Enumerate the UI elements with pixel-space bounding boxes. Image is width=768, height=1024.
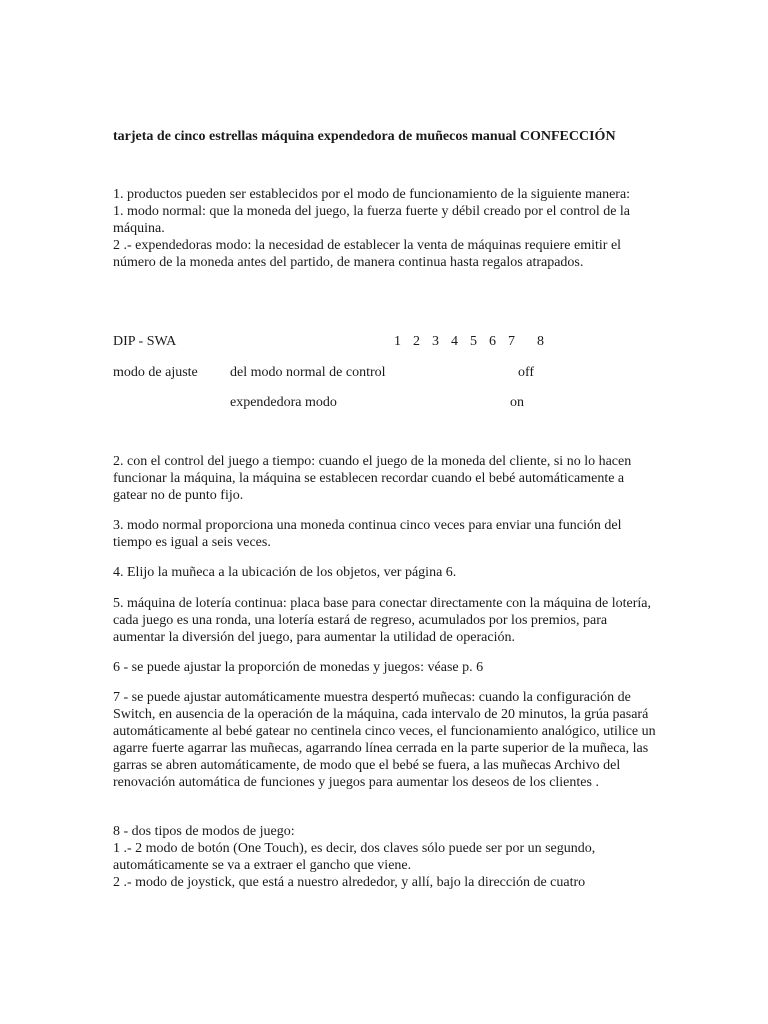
dip-switch-header — [113, 333, 673, 350]
paragraph-7-text: 7 - se puede ajustar automáticamente muestra despertó muñecas: cuando la configuración de Switch, en ausencia de la operación de la máquina, cada intervalo de 20 minutos, la grúa pasará automáticamente al bebé gatear no centinela cinco veces, el funcionamiento analógico, utilice un agarre fuerte agarrar las muñecas, agarrando línea cerrada en la parte superior de la muñeca, las garras se abren automáticamente, de modo que el bebé se fuera, a las muñecas Archivo del renovación automática de funciones y juegos para aumentar los deseos de los clientes . — [113, 690, 656, 790]
dip-row-normal — [113, 364, 673, 381]
dip-row-1-value: off — [518, 365, 535, 380]
section-8-intro: 8 - dos tipos de modos de juego: — [113, 824, 295, 839]
section-8-item-1: 1 .- 2 modo de botón (One Touch), es decir, dos claves sólo puede ser por un segundo, automáticamente se va a extraer el gancho que viene. — [113, 841, 596, 873]
section-1-item-1: 1. modo normal: que la moneda del juego, la fuerza fuerte y débil creado por el control de la máquina. — [113, 204, 631, 236]
dip-number-4: 4 — [451, 334, 458, 349]
paragraph-4-text: 4. Elijo la muñeca a la ubicación de los objetos, ver página 6. — [113, 565, 457, 580]
dip-number-3: 3 — [432, 334, 439, 349]
dip-row-vending — [113, 394, 673, 411]
paragraph-6 — [113, 659, 661, 676]
paragraph-6-text: 6 - se puede ajustar la proporción de monedas y juegos: véase p. 6 — [113, 660, 484, 675]
section-8-item-2: 2 .- modo de joystick, que está a nuestro alrededor, y allí, bajo la dirección de cuatro — [113, 875, 586, 890]
paragraph-5-text: 5. máquina de lotería continua: placa base para conectar directamente con la máquina de lotería, cada juego es una ronda, una lotería estará de regreso, acumulados por los premios, para aumentar la diversión del juego, para aumentar la utilidad de operación. — [113, 596, 651, 645]
paragraph-2 — [113, 453, 661, 504]
dip-row-1-label: modo de ajuste — [113, 365, 198, 380]
section-1-intro: 1. productos pueden ser establecidos por el modo de funcionamiento de la siguiente manera: — [113, 187, 631, 202]
paragraph-4 — [113, 564, 661, 581]
dip-number-7: 7 — [508, 334, 515, 349]
paragraph-3-text: 3. modo normal proporciona una moneda continua cinco veces para enviar una función del tiempo es igual a seis veces. — [113, 518, 622, 550]
dip-row-2-mode: expendedora modo — [230, 395, 337, 410]
section-1 — [113, 186, 661, 271]
section-1-item-2: 2 .- expendedoras modo: la necesidad de establecer la venta de máquinas requiere emitir el número de la moneda antes del partido, de manera continua hasta regalos atrapados. — [113, 238, 622, 270]
dip-row-2-value: on — [510, 395, 524, 410]
paragraph-5 — [113, 595, 661, 646]
dip-number-2: 2 — [413, 334, 420, 349]
section-8 — [113, 823, 661, 891]
dip-number-5: 5 — [470, 334, 477, 349]
dip-number-6: 6 — [489, 334, 496, 349]
dip-number-1: 1 — [394, 334, 401, 349]
dip-row-1-mode: del modo normal de control — [230, 365, 386, 380]
document-title: tarjeta de cinco estrellas máquina expendedora de muñecos manual CONFECCIÓN — [113, 129, 616, 144]
paragraph-3 — [113, 517, 661, 551]
dip-label: DIP - SWA — [113, 334, 177, 349]
paragraph-2-text: 2. con el control del juego a tiempo: cuando el juego de la moneda del cliente, si no lo hacen funcionar la máquina, la máquina se establecen recordar cuando el bebé automáticamente a gatear no de punto fijo. — [113, 454, 632, 503]
dip-number-8: 8 — [537, 334, 544, 349]
paragraph-7 — [113, 689, 661, 791]
